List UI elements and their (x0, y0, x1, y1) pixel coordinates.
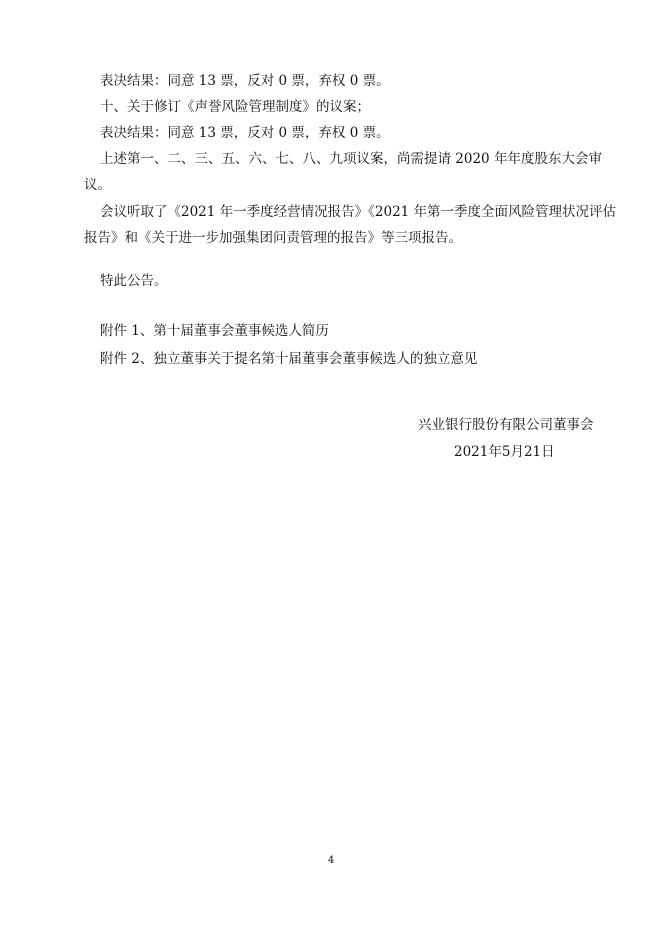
item-10-title: 十、关于修订《声誉风险管理制度》的议案； (100, 99, 370, 115)
page-number: 4 (327, 855, 335, 866)
vote-result-item-10: 表决结果：同意 13 票，反对 0 票，弃权 0 票。 (100, 125, 390, 141)
announcement-closing: 特此公告。 (100, 273, 168, 289)
submit-to-agm-line-1: 上述第一、二、三、五、六、七、八、九项议案，尚需提请 2020 年年度股东大会审 (100, 151, 602, 167)
attachment-1: 附件 1、第十届董事会董事候选人简历 (100, 323, 329, 339)
submit-to-agm-line-2: 议。 (84, 177, 111, 193)
reports-heard-line-2: 报告》和《关于进一步加强集团问责管理的报告》等三项报告。 (84, 230, 462, 246)
vote-result-item-9: 表决结果：同意 13 票，反对 0 票，弃权 0 票。 (100, 73, 390, 89)
signature-company: 兴业银行股份有限公司董事会 (418, 417, 594, 433)
reports-heard-line-1: 会议听取了《2021 年一季度经营情况报告》《2021 年第一季度全面风险管理状况评估 (100, 204, 617, 220)
attachment-2: 附件 2、独立董事关于提名第十届董事会董事候选人的独立意见 (100, 351, 478, 367)
signature-date: 2021年5月21日 (454, 444, 555, 460)
